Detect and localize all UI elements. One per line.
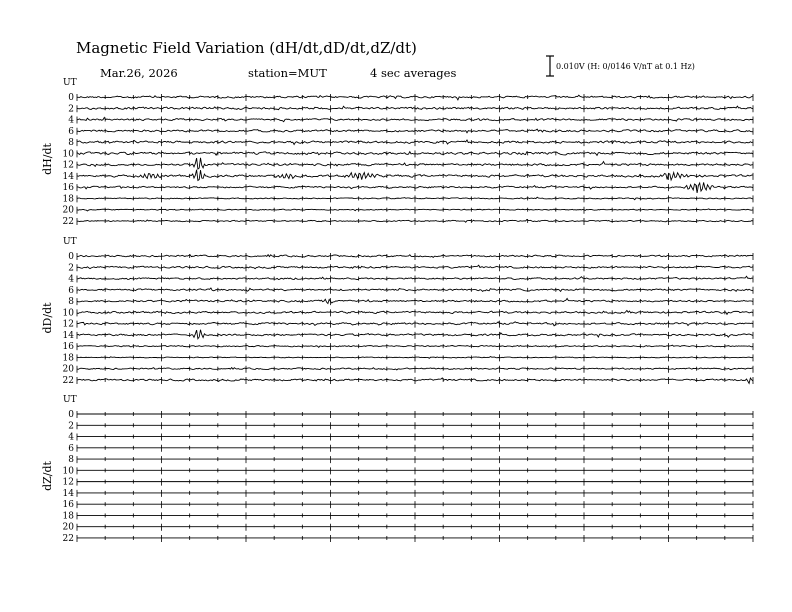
row-tick-label: 10 bbox=[62, 466, 74, 477]
calibration-bar bbox=[546, 56, 554, 76]
row-tick-label: 10 bbox=[62, 149, 74, 160]
row-tick-label: 14 bbox=[62, 171, 74, 182]
averaging-label: 4 sec averages bbox=[370, 66, 457, 80]
y-axis-label: dH/dt bbox=[41, 143, 54, 175]
row-tick-label: 18 bbox=[62, 353, 74, 364]
row-tick-label: 12 bbox=[62, 319, 74, 330]
row-tick-label: 14 bbox=[62, 330, 74, 341]
row-tick-label: 2 bbox=[68, 421, 74, 432]
dH-panel bbox=[41, 78, 753, 227]
row-tick-label: 6 bbox=[68, 443, 74, 454]
row-tick-label: 2 bbox=[68, 263, 74, 274]
row-tick-label: 16 bbox=[62, 342, 74, 353]
row-tick-label: 8 bbox=[68, 297, 74, 308]
panels-group bbox=[41, 78, 753, 544]
row-tick-label: 20 bbox=[62, 205, 74, 216]
row-tick-label: 14 bbox=[62, 488, 74, 499]
row-tick-label: 22 bbox=[62, 375, 74, 386]
row-tick-label: 4 bbox=[68, 432, 74, 443]
ut-label: UT bbox=[63, 78, 77, 88]
station-label: station=MUT bbox=[248, 66, 327, 80]
row-tick-label: 0 bbox=[68, 252, 74, 262]
row-tick-label: 0 bbox=[68, 93, 74, 103]
dZ-panel bbox=[41, 395, 753, 544]
date-label: Mar.26, 2026 bbox=[100, 66, 178, 80]
y-axis-label: dD/dt bbox=[41, 302, 54, 334]
ut-label: UT bbox=[63, 395, 77, 405]
ut-label: UT bbox=[63, 237, 77, 247]
y-axis-label: dZ/dt bbox=[41, 461, 54, 491]
row-tick-label: 20 bbox=[62, 522, 74, 533]
row-tick-label: 12 bbox=[62, 160, 74, 171]
row-tick-label: 12 bbox=[62, 477, 74, 488]
row-tick-label: 8 bbox=[68, 455, 74, 466]
row-tick-label: 16 bbox=[62, 183, 74, 194]
row-tick-label: 2 bbox=[68, 104, 74, 115]
row-tick-label: 20 bbox=[62, 364, 74, 375]
dD-panel bbox=[41, 237, 753, 386]
figure-title: Magnetic Field Variation (dH/dt,dD/dt,dZ/dt) bbox=[76, 39, 417, 57]
row-tick-label: 6 bbox=[68, 126, 74, 137]
row-tick-label: 18 bbox=[62, 511, 74, 522]
row-tick-label: 16 bbox=[62, 500, 74, 511]
row-tick-label: 4 bbox=[68, 274, 74, 285]
row-tick-label: 18 bbox=[62, 194, 74, 205]
calibration-label: 0.010V (H: 0/0146 V/nT at 0.1 Hz) bbox=[556, 62, 695, 71]
row-tick-label: 10 bbox=[62, 308, 74, 319]
row-tick-label: 22 bbox=[62, 216, 74, 227]
row-tick-label: 0 bbox=[68, 410, 74, 420]
row-tick-label: 4 bbox=[68, 115, 74, 126]
row-tick-label: 8 bbox=[68, 138, 74, 149]
row-tick-label: 6 bbox=[68, 285, 74, 296]
row-tick-label: 22 bbox=[62, 533, 74, 544]
